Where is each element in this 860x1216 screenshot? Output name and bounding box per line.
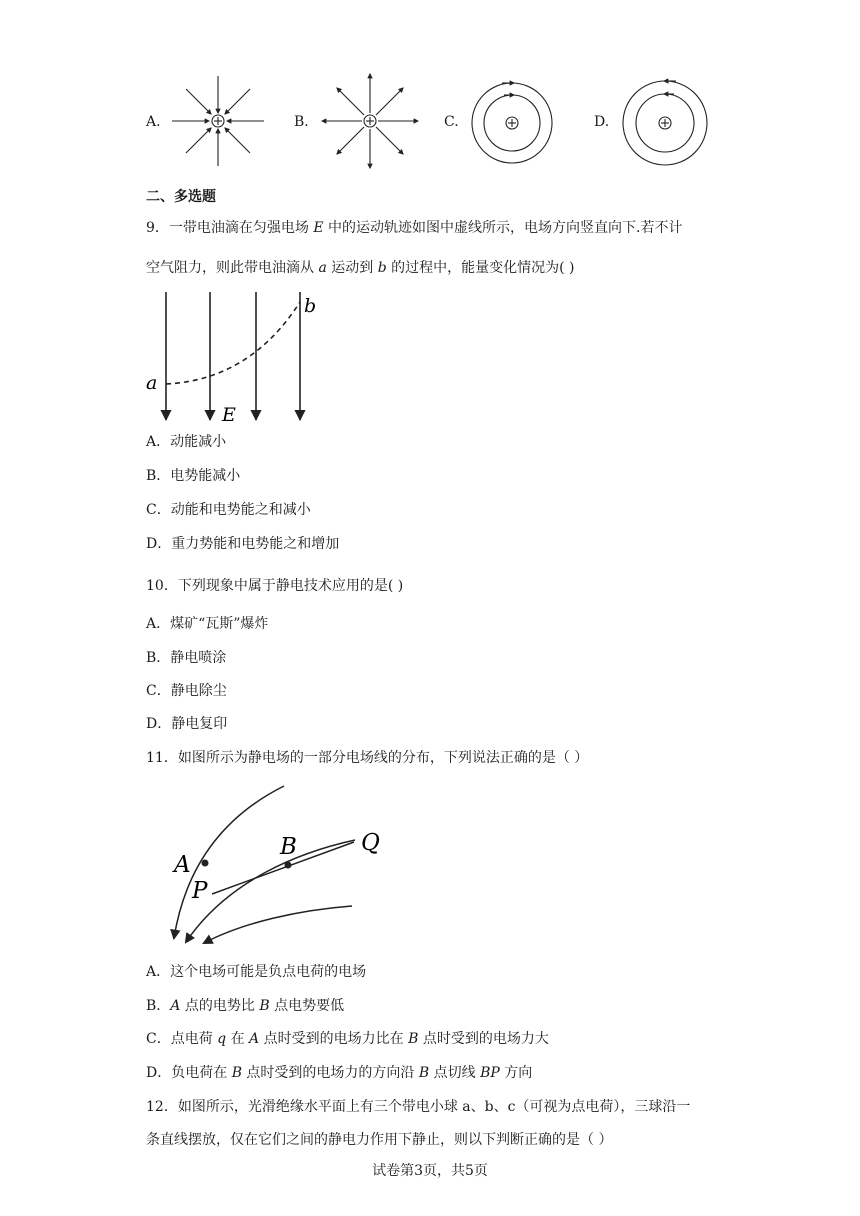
q11-option-b — [146, 996, 344, 1016]
q11-b-text: 点的电势比 — [180, 998, 260, 1014]
q11-b-var: B — [259, 998, 270, 1014]
q11-option-a: A．这个电场可能是负点电荷的电场 — [146, 964, 367, 980]
q9-uniform-field-figure — [0, 280, 400, 430]
q8-option-b-label: B. — [294, 114, 309, 130]
q11-c-text: 在 — [226, 1031, 250, 1047]
point-b-dot — [285, 862, 292, 869]
q11-d-text: 方向 — [499, 1065, 533, 1081]
q11-c-var: B — [408, 1031, 419, 1047]
q11-label-q: Q — [361, 830, 380, 856]
q11-label-b: B — [280, 834, 297, 860]
q8-b-outward-field-icon — [322, 74, 418, 168]
q8-option-d-label: D. — [594, 114, 610, 130]
q9-label-a: a — [146, 372, 158, 394]
q11-d-text: 点时受到的电场力的方向沿 — [241, 1065, 419, 1081]
q8-field-diagrams — [0, 0, 860, 180]
q11-d-var: B — [231, 1065, 242, 1081]
q10-option-c: C．静电除尘 — [146, 683, 227, 699]
q11-d-var: BP — [480, 1065, 500, 1081]
q10-option-a: A．煤矿“瓦斯”爆炸 — [146, 616, 269, 632]
q9-var-a: a — [318, 260, 327, 276]
q11-c-text: 点时受到的电场力大 — [418, 1031, 549, 1047]
q9-label-e: E — [222, 404, 236, 426]
q11-option-c — [146, 1029, 549, 1049]
q8-c-circular-field-icon — [472, 83, 552, 163]
q11-stem: 11．如图所示为静电场的一部分电场线的分布，下列说法正确的是（ ） — [146, 750, 589, 766]
q9-text: 的过程中，能量变化情况为( ) — [386, 260, 575, 276]
q12-stem-line2: 条直线摆放，仅在它们之间的静电力作用下静止，则以下判断正确的是（ ） — [146, 1132, 613, 1148]
q11-c-var: A — [249, 1031, 260, 1047]
q9-var-b: b — [377, 260, 387, 276]
point-a-dot — [202, 860, 209, 867]
q11-d-var: B — [418, 1065, 430, 1081]
section-heading-multiple-choice: 二、多选题 — [146, 189, 216, 205]
q9-option-a: A．动能减小 — [146, 434, 227, 450]
q11-option-d — [146, 1063, 532, 1083]
q9-label-b: b — [304, 295, 317, 317]
q8-option-a-label: A. — [146, 114, 161, 130]
q9-text: 运动到 — [326, 260, 378, 276]
page-footer: 试卷第3页，共5页 — [372, 1163, 488, 1179]
q8-a-inward-field-icon — [172, 76, 264, 166]
q12-stem-line1: 12．如图所示，光滑绝缘水平面上有三个带电小球 a、b、c（可视为点电荷），三球沿一 — [146, 1099, 691, 1115]
q11-c-var: q — [217, 1031, 227, 1047]
q9-text: 9．一带电油滴在匀强电场 — [146, 220, 314, 236]
q10-option-d: D．静电复印 — [146, 716, 228, 732]
q9-stem-line1 — [146, 218, 683, 238]
q9-text: 空气阻力，则此带电油滴从 — [146, 260, 319, 276]
q8-option-c-label: C. — [444, 114, 459, 130]
field-line-2 — [186, 840, 355, 942]
q11-d-text: 点切线 — [429, 1065, 481, 1081]
q9-text: 中的运动轨迹如图中虚线所示，电场方向竖直向下.若不计 — [323, 220, 683, 236]
q11-electric-field-lines-figure — [0, 770, 440, 950]
q9-option-b: B．电势能减小 — [146, 468, 241, 484]
q8-d-circular-field-icon — [623, 81, 707, 165]
field-line-3 — [204, 906, 352, 943]
q9-option-c: C．动能和电势能之和减小 — [146, 502, 311, 518]
q11-b-var: A — [170, 998, 181, 1014]
trajectory-dashed-curve — [166, 302, 300, 384]
q11-label-a: A — [174, 852, 191, 878]
q11-c-text: C．点电荷 — [146, 1031, 218, 1047]
q11-b-text: B． — [146, 998, 171, 1014]
q10-stem: 10．下列现象中属于静电技术应用的是( ) — [146, 578, 404, 594]
q10-option-b: B．静电喷涂 — [146, 650, 227, 666]
q11-label-p: P — [192, 878, 208, 904]
q9-stem-line2 — [146, 258, 575, 278]
q11-b-text: 点电势要低 — [269, 998, 345, 1014]
q9-var-e: E — [313, 220, 324, 236]
q11-c-text: 点时受到的电场力比在 — [259, 1031, 409, 1047]
q11-d-text: D．负电荷在 — [146, 1065, 232, 1081]
q9-option-d: D．重力势能和电势能之和增加 — [146, 536, 340, 552]
